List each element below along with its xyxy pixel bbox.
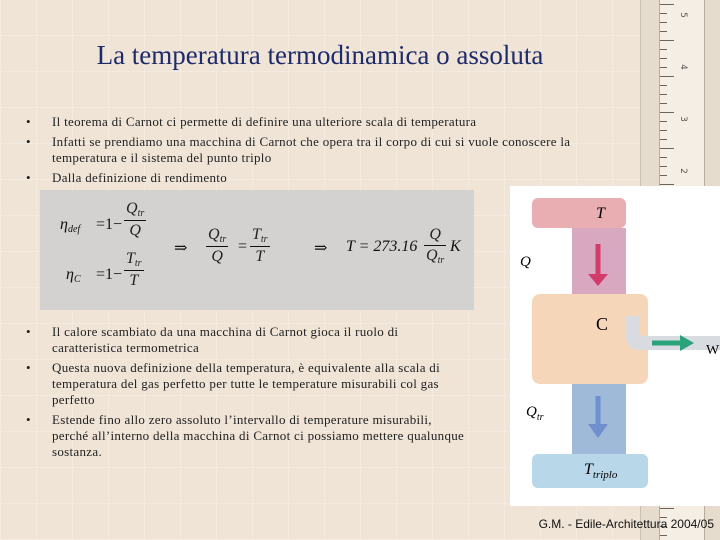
ruler-number: 3 xyxy=(677,428,688,434)
ruler-tick xyxy=(660,22,667,23)
bottom-bullet-list xyxy=(26,324,466,464)
q-label: Q xyxy=(520,254,531,270)
bullet-item xyxy=(26,114,586,130)
bullet-dot: • xyxy=(26,324,31,339)
fraction-qtr-q-2: $Q_{tr}$ Q xyxy=(208,226,227,265)
bullet-item xyxy=(26,134,586,166)
ruler-tick xyxy=(660,508,674,509)
bullet-item xyxy=(26,170,586,186)
ruler-tick xyxy=(660,148,674,149)
ruler-tick xyxy=(660,40,674,41)
ruler-tick xyxy=(660,13,667,14)
top-bullet-list xyxy=(26,114,586,190)
ruler-tick xyxy=(660,184,674,185)
fraction-qtr-q: $Q_{tr}$ Q xyxy=(126,200,145,239)
ruler-number: 4 xyxy=(677,64,688,70)
ruler-tick xyxy=(660,49,667,50)
ruler-number: 1 xyxy=(677,324,688,330)
fraction-ttr-t-2: $T_{tr}$ T xyxy=(252,226,268,265)
eta-def-symbol: $\eta_{def}$ xyxy=(60,216,81,235)
bullet-text: Il calore scambiato da una macchina di Carnot gioca il ruolo di caratteristica termometrica xyxy=(52,324,399,355)
bullet-dot: • xyxy=(26,114,31,129)
eq-one-minus: =1− xyxy=(96,216,123,233)
bullet-dot: • xyxy=(26,134,31,149)
ruler-number: 2 xyxy=(677,376,688,382)
ruler-tick xyxy=(660,103,667,104)
engine-label: C xyxy=(596,314,609,334)
ruler-number: 3 xyxy=(677,116,688,122)
fraction-ttr-t: $T_{tr}$ T xyxy=(126,250,142,289)
ruler-tick xyxy=(660,85,667,86)
qtr-label: $Q_{tr}$ xyxy=(526,404,544,423)
ruler-number: 4 xyxy=(677,480,688,486)
bullet-item xyxy=(26,360,466,408)
kelvin-unit: K xyxy=(450,238,461,255)
fraction-q-qtr: Q $Q_{tr}$ xyxy=(426,226,445,266)
ruler-tick xyxy=(660,94,667,95)
bullet-text: Dalla definizione di rendimento xyxy=(52,170,227,185)
bullet-dot: • xyxy=(26,412,31,427)
t-result: T = 273.16 xyxy=(346,238,418,255)
ruler-tick xyxy=(660,157,667,158)
ruler-number: 1 xyxy=(677,220,688,226)
ruler-tick xyxy=(660,4,674,5)
cold-reservoir-label: $T_{triplo}$ xyxy=(584,461,618,481)
bullet-text: Questa nuova definizione della temperatura, è equivalente alla scala di temperatura del gas perfetto per tutte le temperature misurabili col gas perfetto xyxy=(52,360,441,407)
bullet-item xyxy=(26,324,466,356)
ruler-tick xyxy=(660,166,667,167)
bullet-text: Infatti se prendiamo una macchina di Carnot che opera tra il corpo di cui si vuole conoscere la temperatura e il sistema del punto triplo xyxy=(52,134,571,165)
slide-footer: G.M. - Edile-Architettura 2004/05 xyxy=(538,517,714,531)
hot-reservoir-label: T xyxy=(596,205,605,222)
slide-title: La temperatura termodinamica o assoluta xyxy=(96,40,544,70)
implies-symbol-1: ⇒ xyxy=(174,240,188,257)
carnot-engine-diagram xyxy=(510,186,720,506)
work-label: W xyxy=(706,343,720,358)
ruler-tick xyxy=(660,130,667,131)
ruler-tick xyxy=(660,76,674,77)
bullet-item xyxy=(26,412,466,460)
ruler-number: 2 xyxy=(677,168,688,174)
bullet-dot: • xyxy=(26,170,31,185)
ruler-tick xyxy=(660,58,667,59)
bullet-dot: • xyxy=(26,360,31,375)
eq-one-minus-2: =1− xyxy=(96,266,123,283)
ruler-tick xyxy=(660,67,667,68)
hot-reservoir xyxy=(532,198,626,228)
equals-sign: = xyxy=(238,238,248,255)
ruler-tick xyxy=(660,121,667,122)
ruler-tick xyxy=(660,139,667,140)
formula-box xyxy=(40,190,474,310)
ruler-number: 5 xyxy=(677,12,688,18)
ruler-tick xyxy=(660,175,667,176)
implies-symbol-2: ⇒ xyxy=(314,240,328,257)
ruler-tick xyxy=(660,31,667,32)
ruler-number: 0 xyxy=(677,272,688,278)
bullet-text: Estende fino allo zero assoluto l’intervallo di temperature misurabili, perché all’interno della macchina di Carnot ci possiamo mettere qualunque sostanza. xyxy=(52,412,465,459)
ruler-tick xyxy=(660,535,667,536)
bullet-text: Il teorema di Carnot ci permette di definire una ulteriore scala di temperatura xyxy=(52,114,477,129)
ruler-tick xyxy=(660,112,674,113)
eta-c-symbol: $\eta_C$ xyxy=(66,266,81,285)
